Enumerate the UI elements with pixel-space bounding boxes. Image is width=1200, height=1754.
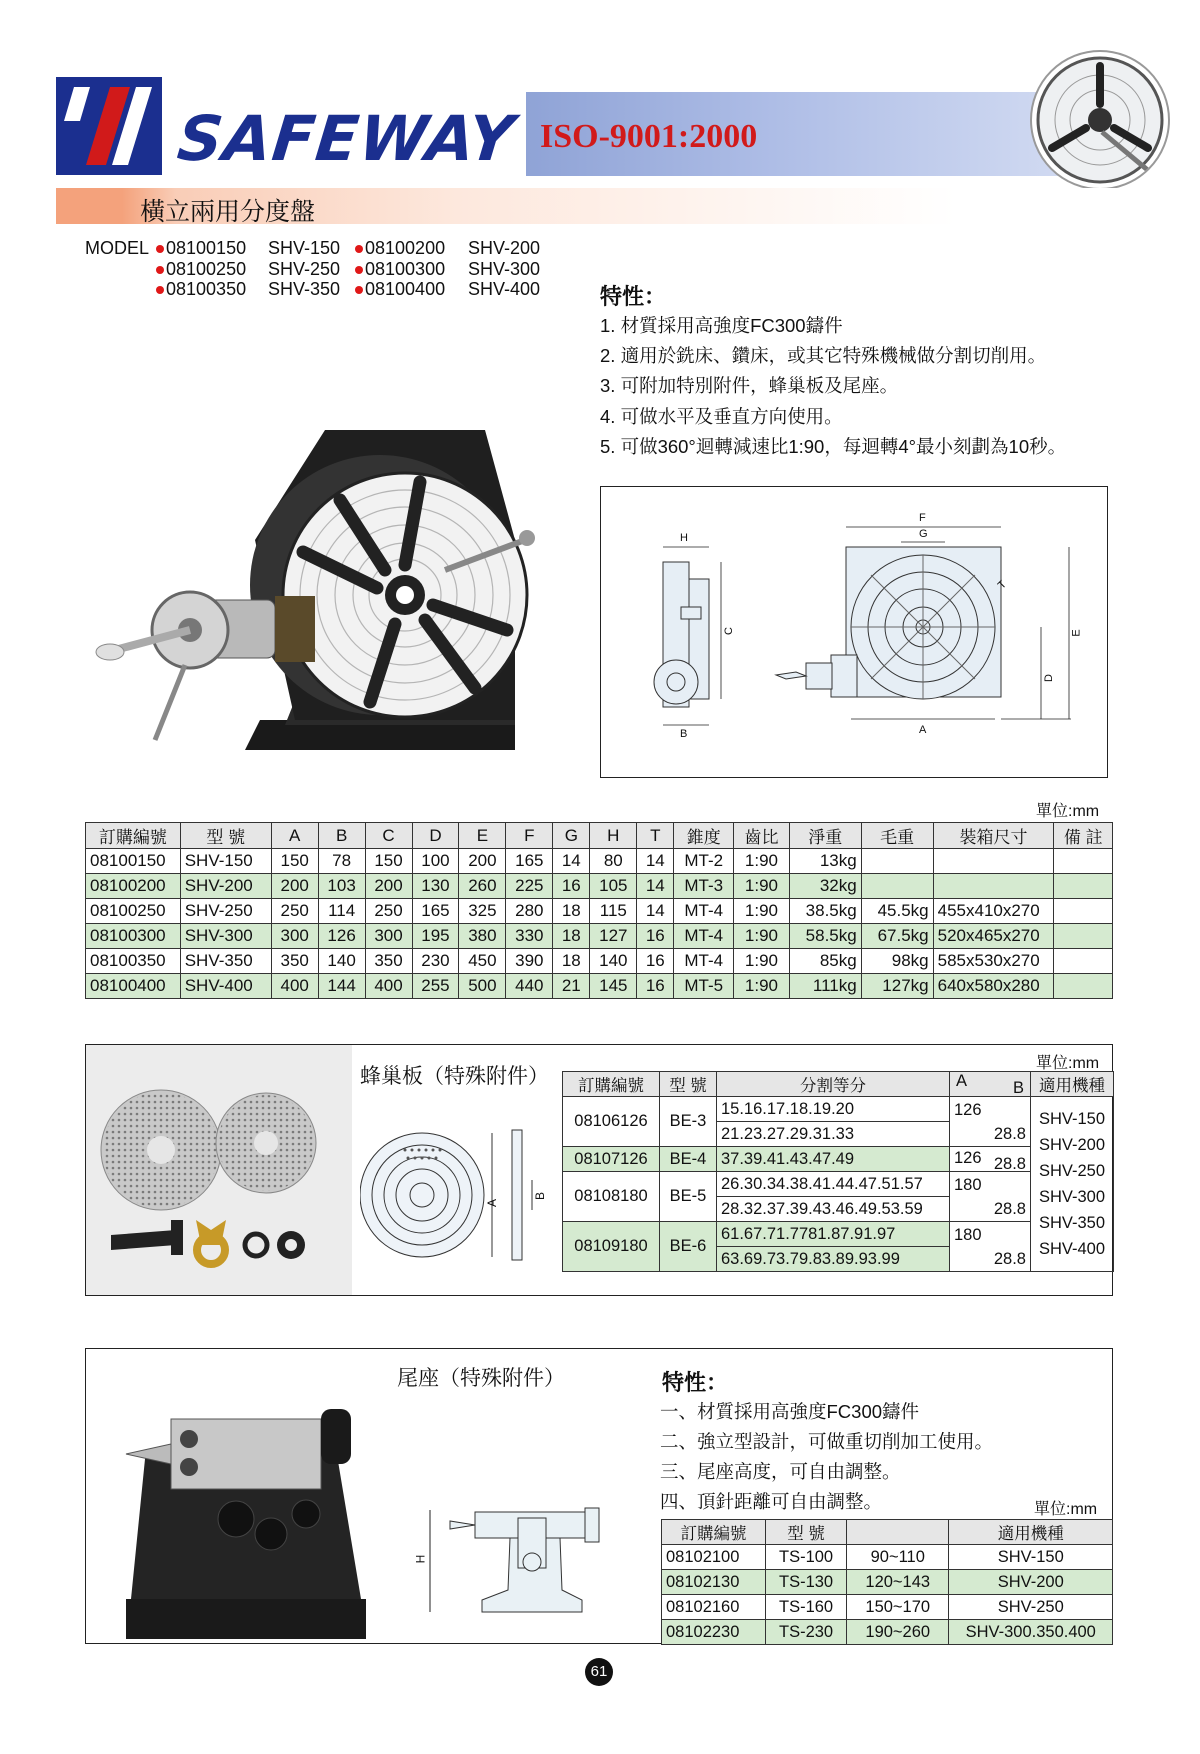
spec-cell: 18 <box>553 924 590 949</box>
spec-cell: 250 <box>271 899 318 924</box>
spec-cell: 500 <box>459 974 506 999</box>
spec-col-header: 訂購編號 <box>86 823 181 849</box>
spec-cell: SHV-300 <box>180 924 271 949</box>
spec-cell: MT-3 <box>674 874 734 899</box>
feature-item: 2. 適用於銑床、鑽床，或其它特殊機械做分割切削用。 <box>600 345 1047 366</box>
hc-model: BE-4 <box>660 1147 717 1172</box>
hc-model: BE-3 <box>660 1097 717 1147</box>
honeycomb-drawing <box>360 1100 560 1280</box>
spec-cell: 520x465x270 <box>933 924 1054 949</box>
indexing-disc-thumbnail <box>1030 50 1170 190</box>
dim-label-f: F <box>919 512 926 524</box>
spec-cell: MT-4 <box>674 924 734 949</box>
spec-col-header: H <box>590 823 637 849</box>
spec-col-header: 淨重 <box>789 823 861 849</box>
model-name: SHV-400 <box>468 279 541 299</box>
spec-cell: 45.5kg <box>861 899 933 924</box>
tailstock-feature: 一、材質採用高強度FC300鑄件 <box>660 1401 920 1422</box>
spec-cell: MT-4 <box>674 899 734 924</box>
dim-label-g: G <box>919 528 928 540</box>
spec-cell: 280 <box>506 899 553 924</box>
table-row <box>86 974 1113 999</box>
spec-cell: 105 <box>590 874 637 899</box>
spec-cell: 200 <box>365 874 412 899</box>
dim-label-t: T <box>995 578 1009 592</box>
spec-cell: 08100200 <box>86 874 181 899</box>
spec-cell: 200 <box>271 874 318 899</box>
tailstock-cell: SHV-300.350.400 <box>949 1620 1113 1645</box>
spec-col-header: F <box>506 823 553 849</box>
hc-head-ab: A B <box>950 1072 1031 1097</box>
hc-divisions: 28.32.37.39.43.46.49.53.59 <box>717 1197 950 1222</box>
spec-cell: 300 <box>271 924 318 949</box>
spec-cell <box>861 849 933 874</box>
hc-divisions: 61.67.71.7781.87.91.97 <box>717 1222 950 1247</box>
model-item: 08100150 <box>156 238 246 259</box>
spec-cell: 16 <box>637 949 674 974</box>
spec-col-header: B <box>318 823 365 849</box>
spec-col-header: 齒比 <box>734 823 790 849</box>
feature-item: 5. 可做360°迴轉減速比1:90，每迴轉4°最小刻劃為10秒。 <box>600 436 1067 457</box>
spec-cell: 16 <box>637 974 674 999</box>
spec-cell: 225 <box>506 874 553 899</box>
spec-cell: 400 <box>271 974 318 999</box>
feature-item: 4. 可做水平及垂直方向使用。 <box>600 406 843 427</box>
hc-head-divisions: 分割等分 <box>717 1072 950 1097</box>
tailstock-title: 尾座（特殊附件） <box>397 1367 565 1390</box>
spec-cell: SHV-150 <box>180 849 271 874</box>
iso-certification: ISO-9001:2000 <box>540 118 758 155</box>
hc-model: BE-5 <box>660 1172 717 1222</box>
table-row <box>662 1595 1113 1620</box>
tailstock-feature: 二、強立型設計，可做重切削加工使用。 <box>660 1431 994 1452</box>
tailstock-cell: TS-230 <box>766 1620 847 1645</box>
tailstock-table <box>661 1519 1113 1645</box>
spec-cell: 21 <box>553 974 590 999</box>
tailstock-col-header: 適用機種 <box>949 1520 1113 1545</box>
spec-cell: 08100150 <box>86 849 181 874</box>
spec-cell: 18 <box>553 949 590 974</box>
spec-cell: 114 <box>318 899 365 924</box>
dim-label-d: D <box>1042 674 1055 682</box>
hc-divisions: 21.23.27.29.31.33 <box>717 1122 950 1147</box>
spec-cell: 350 <box>271 949 318 974</box>
tailstock-cell: 90~110 <box>847 1545 949 1570</box>
spec-cell: 32kg <box>789 874 861 899</box>
spec-cell: 140 <box>318 949 365 974</box>
feature-item: 1. 材質採用高強度FC300鑄件 <box>600 315 843 336</box>
logo-mark-icon <box>60 81 158 171</box>
spec-cell: 103 <box>318 874 365 899</box>
hc-divisions: 63.69.73.79.83.89.93.99 <box>717 1247 950 1272</box>
spec-cell: 380 <box>459 924 506 949</box>
feature-item: 3. 可附加特別附件，蜂巢板及尾座。 <box>600 375 899 396</box>
table-row <box>662 1570 1113 1595</box>
spec-cell: 38.5kg <box>789 899 861 924</box>
hc-model: BE-6 <box>660 1222 717 1272</box>
tailstock-cell: 08102230 <box>662 1620 766 1645</box>
spec-cell: 58.5kg <box>789 924 861 949</box>
tailstock-col-header: 型 號 <box>766 1520 847 1545</box>
honeycomb-table <box>562 1071 1114 1272</box>
dim-label-h: H <box>680 532 688 544</box>
model-item: 08100250 <box>156 259 246 280</box>
hc-divisions: 26.30.34.38.41.44.47.51.57 <box>717 1172 950 1197</box>
features-title: 特性： <box>600 284 667 309</box>
hc-machines: SHV-150 SHV-200 SHV-250 SHV-300 SHV-350 SHV-400 <box>1031 1097 1114 1272</box>
hc-ab: 126 28.8 <box>950 1097 1031 1147</box>
tailstock-drawing <box>413 1490 620 1630</box>
tailstock-cell: SHV-250 <box>949 1595 1113 1620</box>
spec-cell: SHV-200 <box>180 874 271 899</box>
dim-label-b: B <box>680 728 688 740</box>
spec-cell: 195 <box>412 924 459 949</box>
table-row <box>86 899 1113 924</box>
hc-code: 08106126 <box>563 1097 660 1147</box>
spec-cell: 13kg <box>789 849 861 874</box>
tailstock-cell: 08102160 <box>662 1595 766 1620</box>
model-item: 08100400 <box>355 279 445 300</box>
spec-cell <box>933 849 1054 874</box>
tailstock-cell: TS-100 <box>766 1545 847 1570</box>
spec-cell: 1:90 <box>734 874 790 899</box>
tailstock-cell: 190~260 <box>847 1620 949 1645</box>
spec-cell: MT-2 <box>674 849 734 874</box>
spec-cell: MT-4 <box>674 949 734 974</box>
rotary-table-photo <box>95 420 555 760</box>
spec-cell <box>933 874 1054 899</box>
tailstock-unit: 單位:mm <box>1034 1501 1098 1518</box>
hc-code: 08109180 <box>563 1222 660 1272</box>
page-number: 61 <box>585 1658 613 1686</box>
dim-label-e: E <box>1070 629 1083 637</box>
spec-cell: 390 <box>506 949 553 974</box>
honeycomb-dim-a: A <box>485 1198 500 1208</box>
spec-cell: 140 <box>590 949 637 974</box>
spec-col-header: T <box>637 823 674 849</box>
hc-head-machines: 適用機種 <box>1031 1072 1114 1097</box>
spec-col-header: E <box>459 823 506 849</box>
spec-cell: 14 <box>637 874 674 899</box>
tailstock-cell: TS-130 <box>766 1570 847 1595</box>
spec-col-header: 備 註 <box>1054 823 1113 849</box>
spec-col-header: D <box>412 823 459 849</box>
model-item: 08100200 <box>355 238 445 259</box>
spec-cell: 100 <box>412 849 459 874</box>
tailstock-cell: 08102100 <box>662 1545 766 1570</box>
spec-cell: 1:90 <box>734 924 790 949</box>
tailstock-features-title: 特性： <box>662 1370 729 1395</box>
spec-cell: 80 <box>590 849 637 874</box>
model-name: SHV-150 <box>268 238 341 258</box>
spec-cell: 640x580x280 <box>933 974 1054 999</box>
dim-label-a: A <box>919 724 927 736</box>
spec-col-header: 錐度 <box>674 823 734 849</box>
spec-cell: 08100350 <box>86 949 181 974</box>
table-row <box>86 874 1113 899</box>
hc-divisions: 15.16.17.18.19.20 <box>717 1097 950 1122</box>
spec-cell: 250 <box>365 899 412 924</box>
spec-cell: MT-5 <box>674 974 734 999</box>
model-item: 08100350 <box>156 279 246 300</box>
hc-head-code: 訂購編號 <box>563 1072 660 1097</box>
spec-cell: 85kg <box>789 949 861 974</box>
spec-cell: 115 <box>590 899 637 924</box>
dim-label-c: C <box>722 627 735 635</box>
spec-cell: 330 <box>506 924 553 949</box>
model-name: SHV-300 <box>468 259 541 279</box>
honeycomb-unit: 單位:mm <box>1036 1055 1100 1072</box>
tailstock-col-header <box>847 1520 949 1545</box>
spec-cell: 08100400 <box>86 974 181 999</box>
spec-cell: 98kg <box>861 949 933 974</box>
spec-cell: 300 <box>365 924 412 949</box>
spec-cell: 150 <box>271 849 318 874</box>
spec-cell: 145 <box>590 974 637 999</box>
spec-cell: 455x410x270 <box>933 899 1054 924</box>
hc-ab: 126 28.8 <box>950 1147 1031 1172</box>
spec-cell: 450 <box>459 949 506 974</box>
spec-cell: 325 <box>459 899 506 924</box>
dimension-drawing <box>600 486 1108 778</box>
model-name: SHV-350 <box>268 279 341 299</box>
spec-cell: 16 <box>553 874 590 899</box>
spec-cell: SHV-250 <box>180 899 271 924</box>
spec-cell: 255 <box>412 974 459 999</box>
spec-table <box>85 822 1113 999</box>
spec-cell: 111kg <box>789 974 861 999</box>
spec-cell: 127kg <box>861 974 933 999</box>
model-name: SHV-200 <box>468 238 541 258</box>
spec-cell: 126 <box>318 924 365 949</box>
spec-cell: 14 <box>553 849 590 874</box>
spec-col-header: 毛重 <box>861 823 933 849</box>
hc-head-model: 型 號 <box>660 1072 717 1097</box>
hc-ab: 180 28.8 <box>950 1172 1031 1222</box>
spec-col-header: C <box>365 823 412 849</box>
table-row <box>86 924 1113 949</box>
spec-cell: 08100250 <box>86 899 181 924</box>
tailstock-photo <box>86 1349 388 1643</box>
spec-cell: 16 <box>637 924 674 949</box>
spec-cell: 400 <box>365 974 412 999</box>
tailstock-cell: SHV-150 <box>949 1545 1113 1570</box>
tailstock-dim-h: H <box>413 1554 428 1564</box>
spec-cell: 230 <box>412 949 459 974</box>
table-row <box>662 1620 1113 1645</box>
spec-cell: 67.5kg <box>861 924 933 949</box>
spec-cell <box>861 874 933 899</box>
tailstock-cell: 150~170 <box>847 1595 949 1620</box>
spec-cell: 78 <box>318 849 365 874</box>
tailstock-feature: 三、尾座高度，可自由調整。 <box>660 1461 901 1482</box>
spec-cell: 150 <box>365 849 412 874</box>
spec-cell: 165 <box>506 849 553 874</box>
spec-cell: 144 <box>318 974 365 999</box>
spec-cell: 440 <box>506 974 553 999</box>
hc-divisions: 37.39.41.43.47.49 <box>717 1147 950 1172</box>
table-row <box>86 949 1113 974</box>
spec-cell: 08100300 <box>86 924 181 949</box>
page-title: 橫立兩用分度盤 <box>140 198 316 226</box>
tailstock-cell: SHV-200 <box>949 1570 1113 1595</box>
honeycomb-title: 蜂巢板（特殊附件） <box>360 1065 549 1088</box>
tailstock-cell: TS-160 <box>766 1595 847 1620</box>
spec-cell: 1:90 <box>734 974 790 999</box>
tailstock-cell: 120~143 <box>847 1570 949 1595</box>
spec-col-header: A <box>271 823 318 849</box>
honeycomb-photo <box>86 1045 352 1295</box>
model-label: MODEL <box>85 238 150 258</box>
spec-cell <box>1054 849 1113 874</box>
spec-cell: 18 <box>553 899 590 924</box>
spec-cell: 1:90 <box>734 849 790 874</box>
spec-cell: 165 <box>412 899 459 924</box>
spec-col-header: 型 號 <box>180 823 271 849</box>
spec-cell: 260 <box>459 874 506 899</box>
tailstock-feature: 四、頂針距離可自由調整。 <box>660 1491 883 1512</box>
spec-col-header: 裝箱尺寸 <box>933 823 1054 849</box>
spec-cell <box>1054 924 1113 949</box>
hc-code: 08107126 <box>563 1147 660 1172</box>
spec-cell: 130 <box>412 874 459 899</box>
spec-col-header: G <box>553 823 590 849</box>
tailstock-col-header: 訂購編號 <box>662 1520 766 1545</box>
spec-cell <box>1054 949 1113 974</box>
spec-cell: 350 <box>365 949 412 974</box>
brand-name: SAFEWAY <box>174 102 519 175</box>
spec-cell: 1:90 <box>734 899 790 924</box>
spec-cell: 200 <box>459 849 506 874</box>
spec-cell <box>1054 974 1113 999</box>
spec-cell: SHV-350 <box>180 949 271 974</box>
table-row <box>86 849 1113 874</box>
hc-ab: 180 28.8 <box>950 1222 1031 1272</box>
safeway-logo <box>56 77 162 175</box>
spec-cell: SHV-400 <box>180 974 271 999</box>
hc-code: 08108180 <box>563 1172 660 1222</box>
main-table-unit: 單位:mm <box>1036 803 1100 820</box>
table-row <box>662 1545 1113 1570</box>
honeycomb-dim-b: B <box>533 1191 548 1201</box>
spec-cell: 1:90 <box>734 949 790 974</box>
spec-cell <box>1054 874 1113 899</box>
model-name: SHV-250 <box>268 259 341 279</box>
spec-cell: 127 <box>590 924 637 949</box>
spec-cell <box>1054 899 1113 924</box>
spec-cell: 14 <box>637 899 674 924</box>
spec-cell: 585x530x270 <box>933 949 1054 974</box>
spec-cell: 14 <box>637 849 674 874</box>
model-item: 08100300 <box>355 259 445 280</box>
tailstock-cell: 08102130 <box>662 1570 766 1595</box>
